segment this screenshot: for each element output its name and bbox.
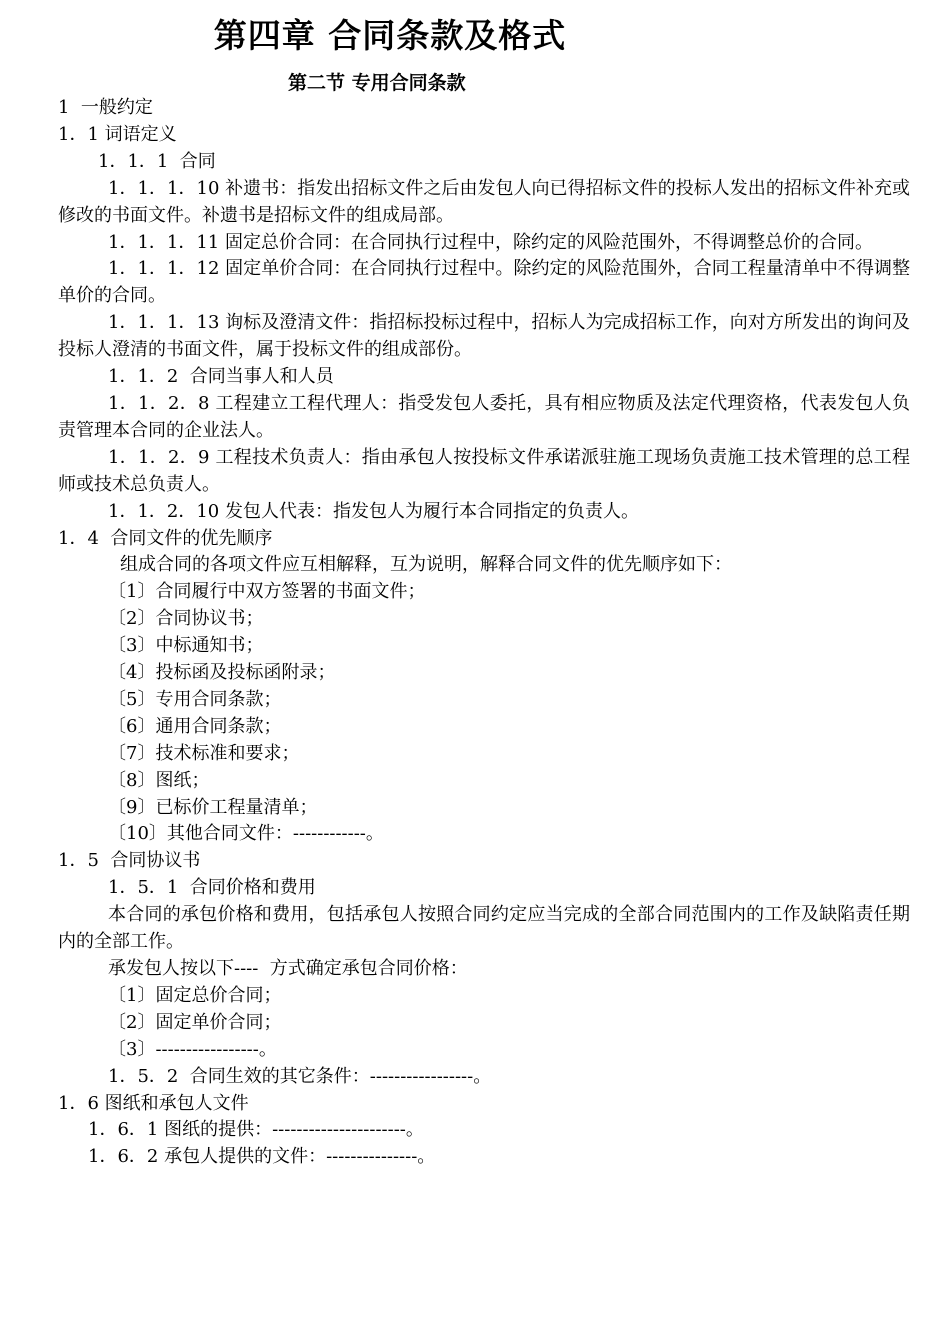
clause-1-1-1-10: 1．1．1．10 补遗书：指发出招标文件之后由发包人向已得招标文件的投标人发出的招标文件补充或修改的书面文件。补遗书是招标文件的组成局部。 [58,177,910,226]
clause-1-4-heading: 1．4 合同文件的优先顺序 [58,527,273,549]
clause-1-1-heading: 1．1 词语定义 [58,123,177,145]
clause-1-5-1-method: 承发包人按以下---- 方式确定承包合同价格： [108,958,468,979]
document-body [58,95,910,1171]
clause-1-1-2-9: 1．1．2．9 工程技术负责人：指由承包人按投标文件承诺派驻施工现场负责施工技术管理的总工程师或技术总负责人。 [58,446,910,495]
priority-item: 〔6〕通用合同条款； [108,715,282,737]
clause-1-5-1-heading: 1．5．1 合同价格和费用 [108,877,316,899]
priority-item: 〔9〕已标价工程量清单； [108,796,318,818]
clause-1-1-1-11: 1．1．1．11 固定总价合同：在合同执行过程中，除约定的风险范围外，不得调整总价的合同。 [108,231,873,253]
priority-item: 〔10〕其他合同文件：------------。 [108,823,384,845]
priority-item: 〔1〕合同履行中双方签署的书面文件； [108,581,426,603]
clause-1-4-intro: 组成合同的各项文件应互相解释，互为说明，解释合同文件的优先顺序如下： [120,554,732,576]
priority-item: 〔7〕技术标准和要求； [108,742,300,764]
clause-1-1-2-10: 1．1．2．10 发包人代表：指发包人为履行本合同指定的负责人。 [108,500,639,522]
clause-1-1-1-12: 1．1．1．12 固定单价合同：在合同执行过程中。除约定的风险范围外，合同工程量清单中不得调整单价的合同。 [58,258,910,307]
clause-1-1-2-heading: 1．1．2 合同当事人和人员 [108,366,334,388]
price-method-item: 〔3〕-----------------。 [108,1038,277,1060]
clause-1-1-2-8: 1．1．2．8 工程建立工程代理人：指受发包人委托，具有相应物质及法定代理资格，代表发包人负责管理本合同的企业法人。 [58,392,910,441]
clause-1-6-2: 1．6．2 承包人提供的文件：---------------。 [88,1146,436,1168]
priority-item: 〔5〕专用合同条款； [108,688,282,710]
clause-1-1-1-13: 1．1．1．13 询标及澄清文件：指招标投标过程中，招标人为完成招标工作，向对方所发出的询问及投标人澄清的书面文件，属于投标文件的组成部份。 [58,312,910,361]
price-method-item: 〔2〕固定单价合同； [108,1011,282,1033]
priority-item: 〔3〕中标通知书； [108,635,264,657]
section-title: 第二节 专用合同条款 [288,72,466,94]
priority-item: 〔2〕合同协议书； [108,608,264,630]
clause-1-5-2: 1．5．2 合同生效的其它条件：-----------------。 [108,1065,492,1087]
clause-1-6-1: 1．6．1 图纸的提供：----------------------。 [88,1119,424,1141]
price-method-item: 〔1〕固定总价合同； [108,984,282,1006]
chapter-title: 第四章 合同条款及格式 [213,16,567,55]
clause-1-6-heading: 1．6 图纸和承包人文件 [58,1092,249,1114]
clause-1-5-heading: 1．5 合同协议书 [58,850,201,872]
clause-1-1-1-heading: 1．1．1 合同 [98,150,216,172]
priority-item: 〔4〕投标函及投标函附录； [108,662,336,684]
priority-item: 〔8〕图纸； [108,769,210,791]
clause-1-heading: 1 一般约定 [58,97,153,118]
clause-1-5-1-text: 本合同的承包价格和费用，包括承包人按照合同约定应当完成的全部合同范围内的工作及缺陷责任期内的全部工作。 [58,904,910,953]
